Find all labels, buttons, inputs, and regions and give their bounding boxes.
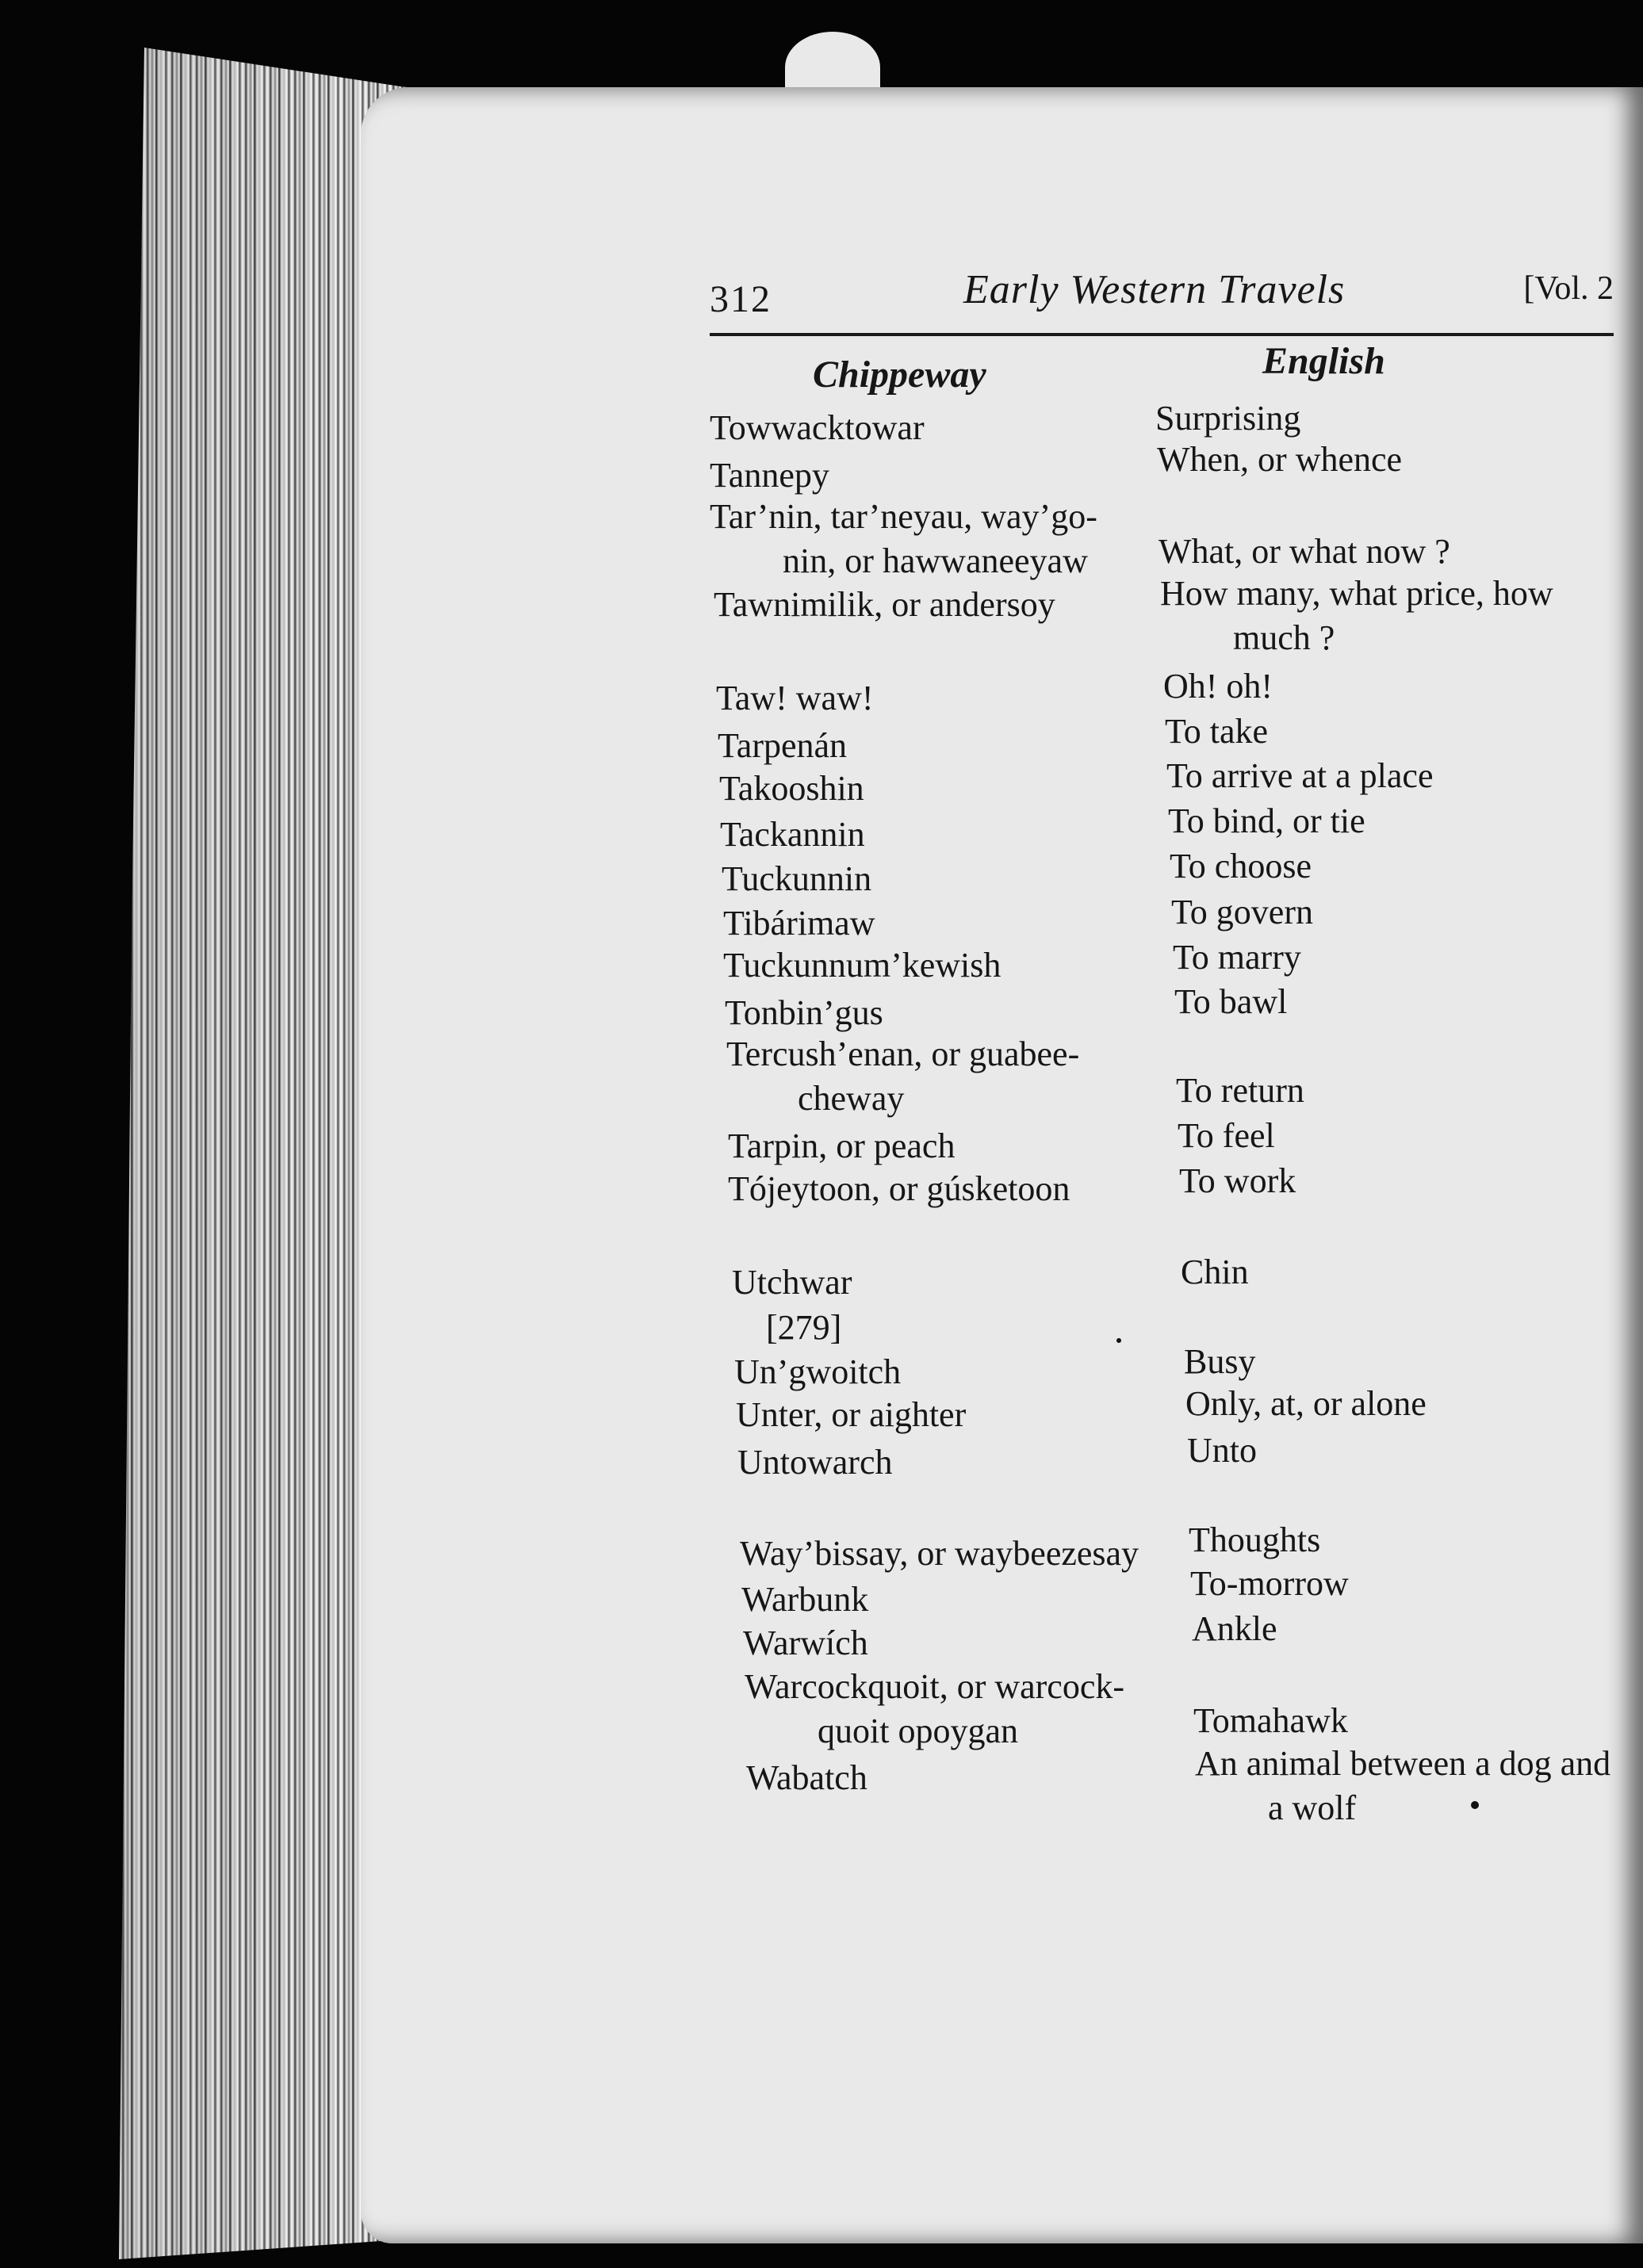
original-page-marker: [279] xyxy=(766,1308,842,1347)
chippeway-term: Utchwar xyxy=(732,1263,852,1302)
chippeway-term-continuation: cheway xyxy=(798,1079,905,1118)
chippeway-term-line: Tercush’enan, or guabee- xyxy=(726,1035,1080,1073)
english-meaning: Ankle xyxy=(1192,1609,1277,1648)
english-meaning: To take xyxy=(1165,712,1269,751)
volume-label: [Vol. 2 xyxy=(1523,270,1614,307)
page-number: 312 xyxy=(710,278,772,320)
chippeway-term: Tuckunnum’kewish xyxy=(723,946,1002,985)
chippeway-term: Taw! waw! xyxy=(716,679,874,717)
english-meaning-continuation: a wolf xyxy=(1268,1788,1357,1827)
chippeway-term: Towwacktowar xyxy=(710,408,925,447)
english-meaning: When, or whence xyxy=(1157,440,1403,479)
english-meaning-line: How many, what price, how xyxy=(1160,574,1553,613)
english-meaning: To return xyxy=(1176,1071,1304,1110)
english-meaning: To feel xyxy=(1178,1116,1275,1155)
chippeway-term: Wabatch xyxy=(746,1758,867,1797)
book-page xyxy=(361,87,1643,2243)
chippeway-term: Tawnimilik, or andersoy xyxy=(714,585,1055,624)
english-meaning: To-morrow xyxy=(1190,1564,1349,1603)
english-meaning: To arrive at a place xyxy=(1166,756,1434,795)
chippeway-term: Takooshin xyxy=(719,769,864,808)
english-meaning: Unto xyxy=(1187,1431,1257,1470)
english-meaning: Chin xyxy=(1181,1253,1249,1291)
chippeway-term: Tonbin’gus xyxy=(725,993,883,1032)
english-meaning: Busy xyxy=(1184,1342,1256,1381)
chippeway-term: Tannepy xyxy=(710,456,829,495)
chippeway-term: Tackannin xyxy=(720,815,865,854)
running-title: Early Western Travels xyxy=(963,267,1346,312)
chippeway-term: Un’gwoitch xyxy=(734,1352,902,1391)
english-meaning: Only, at, or alone xyxy=(1185,1384,1427,1423)
chippeway-term xyxy=(726,1032,1079,1121)
chippeway-term: Tarpin, or peach xyxy=(728,1126,956,1165)
english-meaning: To bawl xyxy=(1174,982,1288,1021)
english-meaning xyxy=(1195,1742,1610,1830)
english-meaning: What, or what now ? xyxy=(1159,532,1450,571)
english-meaning: To marry xyxy=(1173,938,1301,977)
chippeway-term: Tuckunnin xyxy=(722,859,872,898)
english-meaning: Tomahawk xyxy=(1193,1701,1348,1740)
chippeway-term: Warwích xyxy=(743,1624,868,1662)
chippeway-term: Tójeytoon, or gúsketoon xyxy=(728,1169,1070,1208)
column-heading-english: English xyxy=(1262,340,1385,382)
print-speck xyxy=(1116,1338,1121,1343)
chippeway-term-continuation: nin, or hawwaneeyaw xyxy=(783,541,1088,580)
chippeway-term-continuation: quoit opoygan xyxy=(818,1712,1018,1750)
english-meaning-line: An animal between a dog and xyxy=(1195,1744,1611,1783)
column-heading-chippeway: Chippeway xyxy=(813,354,986,396)
chippeway-term xyxy=(745,1665,1124,1754)
chippeway-term: Tibárimaw xyxy=(723,904,875,943)
chippeway-term: Untowarch xyxy=(737,1443,893,1482)
english-meaning xyxy=(1160,572,1553,660)
english-meaning: Surprising xyxy=(1155,399,1301,438)
english-meaning: Thoughts xyxy=(1189,1520,1321,1559)
running-header xyxy=(710,262,1614,336)
chippeway-term-line: Warcockquoit, or warcock- xyxy=(745,1667,1125,1706)
english-meaning: To work xyxy=(1179,1161,1296,1200)
english-meaning: To bind, or tie xyxy=(1168,801,1365,840)
english-meaning: Oh! oh! xyxy=(1163,667,1273,706)
english-meaning-continuation: much ? xyxy=(1233,618,1335,657)
print-speck xyxy=(1471,1801,1479,1809)
chippeway-term xyxy=(710,495,1097,583)
chippeway-term: Way’bissay, or waybeezesay xyxy=(740,1534,1139,1573)
english-meaning: To choose xyxy=(1170,847,1312,885)
chippeway-term-line: Tar’nin, tar’neyau, way’go- xyxy=(710,497,1097,536)
chippeway-term: Warbunk xyxy=(741,1580,869,1619)
chippeway-term: Tarpenán xyxy=(718,726,848,765)
chippeway-term: Unter, or aighter xyxy=(736,1395,967,1434)
english-meaning: To govern xyxy=(1171,893,1313,931)
